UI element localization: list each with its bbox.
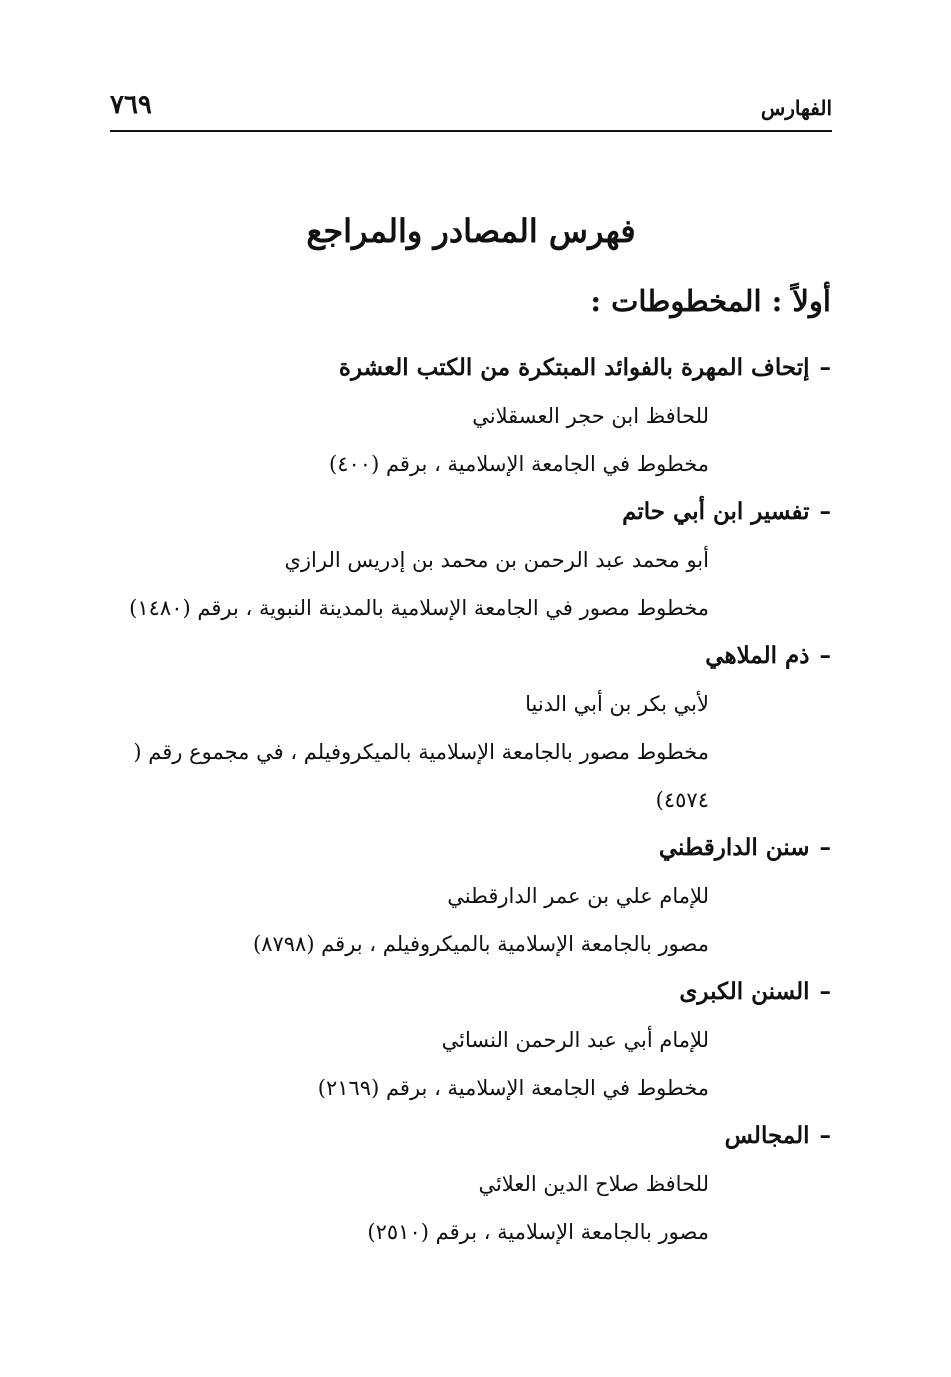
entry-title-text: تفسير ابن أبي حاتم	[622, 498, 810, 525]
entry-title-text: ذم الملاهي	[705, 642, 810, 669]
running-title: الفهارس	[760, 96, 832, 120]
entry-title	[119, 1112, 831, 1160]
entry-item	[119, 968, 831, 1112]
entry-title	[119, 968, 831, 1016]
entry-location: مخطوط مصور في الجامعة الإسلامية بالمدينة النبوية ، برقم (١٤٨٠)	[129, 596, 709, 620]
entry-item	[119, 344, 831, 488]
entry-title-text: إتحاف المهرة بالفوائد المبتكرة من الكتب العشرة	[338, 354, 810, 381]
entry-dash: –	[819, 642, 831, 669]
entry-author: أبو محمد عبد الرحمن بن محمد بن إدريس الرازي	[284, 548, 709, 572]
entry-author: لأبي بكر بن أبي الدنيا	[525, 692, 709, 716]
header-divider	[110, 130, 832, 132]
entry-title-text: المجالس	[724, 1122, 810, 1149]
entry-author: للإمام علي بن عمر الدارقطني	[447, 884, 709, 908]
entry-dash: –	[819, 978, 831, 1005]
entry-location: مصور بالجامعة الإسلامية بالميكروفيلم ، برقم (٨٧٩٨)	[252, 932, 709, 956]
entry-item	[119, 488, 831, 632]
entry-author: للحافظ ابن حجر العسقلاني	[472, 404, 709, 428]
entry-dash: –	[819, 1122, 831, 1149]
page-title: فهرس المصادر والمراجع	[306, 212, 636, 250]
page-header	[110, 88, 832, 130]
entry-dash: –	[819, 498, 831, 525]
entry-author: للإمام أبي عبد الرحمن النسائي	[441, 1028, 709, 1052]
entry-location: مخطوط مصور بالجامعة الإسلامية بالميكروفيلم ، في مجموع رقم (	[133, 740, 709, 764]
entry-title-text: سنن الدارقطني	[658, 834, 810, 861]
entry-item	[119, 632, 831, 824]
entry-author: للحافظ صلاح الدين العلائي	[478, 1172, 709, 1196]
entry-list	[119, 344, 831, 1256]
entry-title	[119, 824, 831, 872]
entry-item	[119, 1112, 831, 1256]
entry-item	[119, 824, 831, 968]
entry-location: مصور بالجامعة الإسلامية ، برقم (٢٥١٠)	[367, 1220, 709, 1244]
entry-title	[119, 344, 831, 392]
entry-dash: –	[819, 834, 831, 861]
entry-location: مخطوط في الجامعة الإسلامية ، برقم (٤٠٠)	[329, 452, 709, 476]
entry-title	[119, 632, 831, 680]
section-heading: أولاً : المخطوطات :	[590, 284, 831, 318]
entry-dash: –	[819, 354, 831, 381]
entry-title	[119, 488, 831, 536]
entry-title-text: السنن الكبرى	[679, 978, 810, 1005]
entry-location-continued: ٤٥٧٤)	[655, 788, 709, 812]
page-number: ٧٦٩	[110, 90, 152, 120]
entry-location: مخطوط في الجامعة الإسلامية ، برقم (٢١٦٩)	[317, 1076, 709, 1100]
